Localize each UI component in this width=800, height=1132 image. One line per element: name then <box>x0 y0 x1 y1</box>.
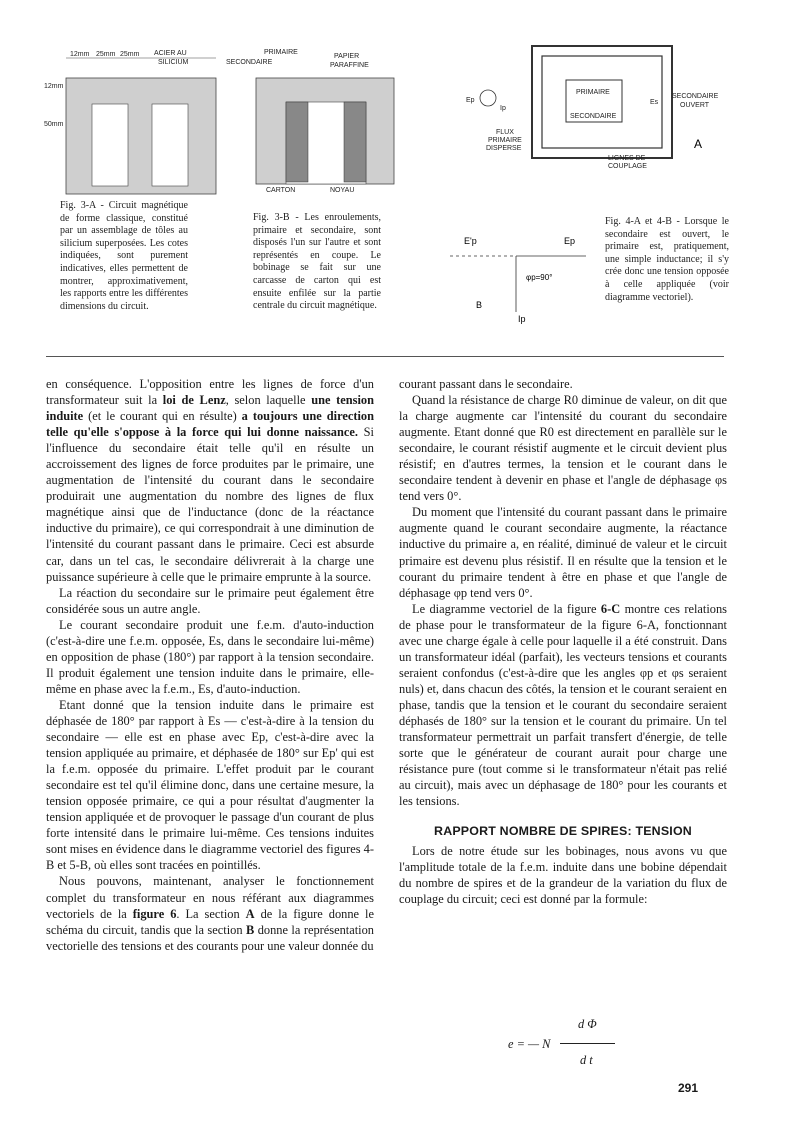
section-heading: RAPPORT NOMBRE DE SPIRES: TENSION <box>434 824 692 839</box>
svg-text:PAPIER: PAPIER <box>334 53 360 60</box>
fig3a-dim-side1: 12mm <box>44 83 64 90</box>
formula-fraction-bar <box>560 1043 615 1044</box>
svg-text:SILICIUM: SILICIUM <box>158 59 189 66</box>
svg-text:PARAFFINE: PARAFFINE <box>330 62 369 69</box>
svg-text:COUPLAGE: COUPLAGE <box>608 163 647 170</box>
svg-text:OUVERT: OUVERT <box>680 102 710 109</box>
caption-fig3b: Fig. 3-B - Les enroulements, primaire et secondaire, sont disposés l'un sur l'autre et sont représentés en coupe. Le bobinage se fait sur une carcasse de carton qui est ensuite enfilée sur la partie centrale du circuit magnétique. <box>253 212 381 312</box>
fig4b-ip: Ip <box>518 314 526 324</box>
left-paragraph-5: Nous pouvons, maintenant, analyser le fonctionnement complet du transformateur en nous référant aux diagrammes vectoriels de la figure 6. La section A de la figure donne le schéma du circuit, tandis que la section B donne la représentation vectorielle des tensions et des courants pour une valeur donnée du <box>46 874 375 953</box>
formula-numerator: d Φ <box>578 1017 597 1031</box>
fig3a-dim-1: 12mm <box>70 51 90 58</box>
formula-lhs: e = — N <box>508 1037 551 1051</box>
fig4a-ep: Ep <box>466 97 475 104</box>
right-column <box>399 376 727 908</box>
fig3a-dim-3: 25mm <box>120 51 140 58</box>
fig3a-dim-2: 25mm <box>96 51 116 58</box>
left-paragraph-1: en conséquence. L'opposition entre les lignes de force d'un transformateur suit la loi de Lenz, selon laquelle une tension induite (et le courant qui en résulte) a toujours une direction telle qu'elle s'oppose à la force qui lui donne naissance. Si l'influence du secondaire était telle qu'il en résulte un accroissement des lignes de force produites par le primaire, une augmentation de l'intensité du courant dans le secondaire produirait une augmentation du nombre des lignes de flux magnétique ainsi que de l'inductance (donc de la réactance inductive du primaire), ce qui correspondrait à une diminution de l'intensité du courant passant dans le primaire. Ceci est absurde car, dans un tel cas, le secondaire délivrerait à la charge une puissance supérieure à celle que le primaire emprunte à la source. <box>46 377 375 584</box>
svg-text:FLUX: FLUX <box>496 129 514 136</box>
right-paragraph-1: courant passant dans le secondaire. <box>399 377 573 391</box>
fig4a-primaire: PRIMAIRE <box>576 89 610 96</box>
figure-3a <box>44 46 224 196</box>
svg-text:PRIMAIRE: PRIMAIRE <box>488 137 522 144</box>
svg-text:SECONDAIRE: SECONDAIRE <box>672 93 719 100</box>
fig3a-dim-side2: 50mm <box>44 121 64 128</box>
page-number: 291 <box>678 1081 699 1095</box>
fig4b-ep-prime: E'p <box>464 236 477 246</box>
fig3b-carton: CARTON <box>266 187 296 194</box>
fig3b-primaire: PRIMAIRE <box>264 49 298 56</box>
figure-4a <box>466 44 736 174</box>
right-paragraph-4: Le diagramme vectoriel de la figure 6-C montre ces relations de phase pour le transformateur de la figure 6-A, fonctionnant avec une charge égale à celle pour laquelle il a été construit. Dans un transformateur idéal (parfait), les vecteurs tensions et courants seraient confondus (c'est-à-dire que les angles φp et φs seraient nuls) et, dans chacun des côtés, la tension et le courant seraient en phase, tandis que la tension et le courant du secondaire seraient déphasés de 180° sur la tension et le courant du primaire. Un tel transformateur permettrait un parfait transfert d'énergie, de telle sorte que le générateur de courant aurait pour charge une résistance pure (tout comme si le transformateur n'était pas relié au circuit), mais avec un déphasage de 180° pour les courants et les tensions. <box>399 601 727 809</box>
left-paragraph-3: Le courant secondaire produit une f.e.m. d'auto-induction (c'est-à-dire une f.e.m. opposée, Es, dans le secondaire lui-même) en opposition de phase (180°) par rapport à la tension secondaire. Il produit également une tension induite dans le primaire, elle-même en phase avec la f.e.m., Es, d'auto-induction. <box>46 617 374 696</box>
svg-text:LIGNES DE: LIGNES DE <box>608 155 646 162</box>
svg-text:DISPERSE: DISPERSE <box>486 145 522 152</box>
fig4a-ip: Ip <box>500 105 506 112</box>
fig3b-secondaire: SECONDAIRE <box>226 59 273 66</box>
figure-4b <box>446 218 596 328</box>
left-paragraph-2: La réaction du secondaire sur le primaire peut également être considérée sous un autre angle. <box>46 585 374 616</box>
fig4a-letter: A <box>694 137 703 151</box>
right-paragraph-3: Du moment que l'intensité du courant passant dans le primaire augmente quand le courant secondaire augmente, la réactance inductive du primaire a, en réalité, diminué de valeur et le circuit primaire est devenu plus résistif. Il en résulte que la tension et le courant du primaire tendent à être en phase et que l'angle de déphasage φp tend vers 0°. <box>399 505 727 600</box>
caption-fig3a: Fig. 3-A - Circuit magnétique de forme classique, constitué par un assemblage de tôles au silicium superposées. Les cotes indiquées, sont purement indicatives, elles permettent de montrer, approximativement, les rapports entre les différentes dimensions du circuit. <box>60 200 188 312</box>
fig4b-phi: φp=90° <box>526 273 553 282</box>
fig4a-es: Es <box>650 99 659 106</box>
fig4b-b: B <box>476 300 483 310</box>
formula-denominator: d t <box>580 1053 593 1067</box>
formula <box>500 1013 630 1073</box>
figure-3b <box>226 44 396 194</box>
left-column <box>46 376 374 954</box>
left-paragraph-4: Etant donné que la tension induite dans le primaire est déphasée de 180° par rapport à Es — c'est-à-dire à la tension du secondaire — elle est en phase avec Ep, c'est-à-dire avec la tension appliquée au primaire, et déphasée de 180° sur Ep' qui est la f.e.m. opposée du primaire. L'effet produit par le courant secondaire est tel qu'il élimine donc, dans une certaine mesure, la tension opposée primaire, ce qui a pour résultat d'augmenter la tension appliquée et de provoquer le passage d'un courant de plus forte intensité dans le primaire lui-même. Ces tensions induites sont mises en évidence dans le diagramme vectoriel des figures 4-B et 5-B, où elles sont tracées en pointillés. <box>46 697 374 873</box>
caption-fig4: Fig. 4-A et 4-B - Lorsque le secondaire est ouvert, le primaire est, pratiquement, une simple inductance; il s'y crée donc une tension opposée à celle appliquée (voir diagramme vectoriel). <box>605 216 729 303</box>
right-paragraph-2: Quand la résistance de charge R0 diminue de valeur, on dit que la charge augmente car l'intensité du courant du secondaire augmente. Etant donné que R0 est directement en parallèle sur le secondaire, le courant résistif augmente et le circuit devient plus résistif; en d'autres termes, la tension et le courant dans le secondaire tendent à devenir en phase et l'angle de déphasage φs tend vers 0°. <box>399 393 727 504</box>
svg-text:ACIER AU: ACIER AU <box>154 50 187 57</box>
right-paragraph-5: Lors de notre étude sur les bobinages, nous avons vu que l'amplitude totale de la f.e.m. induite dans une bobine dépendait du nombre de spires et de la grandeur de la variation du flux de couplage du circuit; ceci est donné par la formule: <box>399 844 727 907</box>
fig4a-secondaire: SECONDAIRE <box>570 113 617 120</box>
fig3b-noyau: NOYAU <box>330 187 355 194</box>
divider-rule <box>46 356 724 357</box>
fig4b-ep: Ep <box>564 236 576 246</box>
